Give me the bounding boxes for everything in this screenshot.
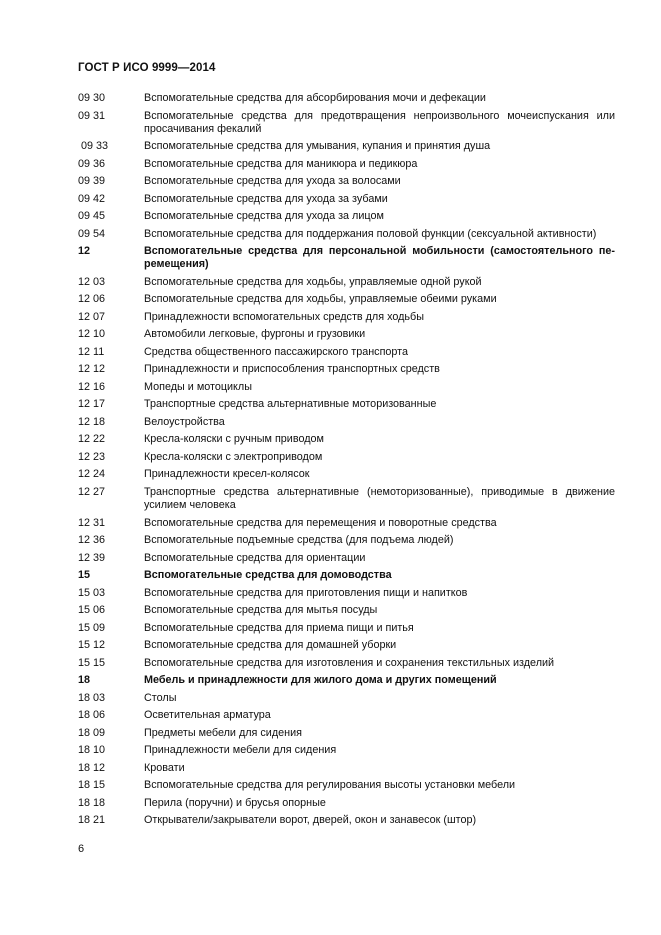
item-code: 18 09 [78,726,106,739]
item-code: 18 [78,674,91,687]
item-code: 12 07 [78,310,106,323]
item-code: 12 12 [78,363,106,376]
item-description: Вспомогательные средства для умывания, купания и принятия душа [144,140,491,153]
list-item [78,814,615,832]
item-code: 12 03 [78,275,106,288]
item-description: Транспортные средства альтернативные (немоторизованные), приводимые в движение усилием человека [144,485,615,512]
item-code: 18 21 [78,814,106,827]
item-description: Вспомогательные средства для маникюра и педикюра [144,157,418,170]
list-item [78,311,615,329]
list-item [78,346,615,364]
list-item [78,727,615,745]
item-description: Кресла-коляски с электроприводом [144,450,323,463]
item-description: Вспомогательные средства для приема пищи и питья [144,621,414,634]
section-heading-row [78,245,615,276]
list-item [78,276,615,294]
item-description: Вспомогательные средства для поддержания половой функции (сексуальной активности) [144,227,597,240]
item-code: 12 11 [78,345,105,358]
list-item [78,639,615,657]
list-item [78,762,615,780]
item-code: 18 18 [78,796,106,809]
item-code: 18 10 [78,744,106,757]
item-code: 12 [78,245,91,258]
item-description: Вспомогательные средства для изготовления и сохранения текстильных изделий [144,656,555,669]
list-item [78,381,615,399]
list-item [78,228,615,246]
item-description: Кровати [144,761,185,774]
item-description: Вспомогательные средства для мытья посуды [144,604,378,617]
item-description: Открыватели/закрыватели ворот, дверей, окон и занавесок (штор) [144,814,477,827]
section-heading-row [78,569,615,587]
page-number: 6 [78,843,85,855]
list-item [78,468,615,486]
list-item [78,398,615,416]
item-code: 12 10 [78,328,106,341]
item-description: Осветительная арматура [144,709,271,722]
list-item [78,110,615,141]
item-code: 15 12 [78,639,106,652]
list-item [78,797,615,815]
item-code: 09 31 [78,109,106,122]
item-description: Транспортные средства альтернативные моторизованные [144,398,437,411]
item-code: 12 39 [78,551,106,564]
item-code: 18 15 [78,779,106,792]
item-description: Вспомогательные средства для приготовления пищи и напитков [144,586,468,599]
item-code: 09 36 [78,157,106,170]
list-item [78,328,615,346]
list-item [78,433,615,451]
item-description: Вспомогательные подъемные средства (для подъема людей) [144,534,454,547]
item-code: 15 09 [78,621,106,634]
item-code: 12 17 [78,398,106,411]
list-item [78,158,615,176]
item-description: Вспомогательные средства для ухода за волосами [144,175,401,188]
list-item [78,622,615,640]
item-code: 12 23 [78,450,106,463]
list-item [78,587,615,605]
item-code: 09 54 [78,227,106,240]
item-code: 12 36 [78,534,106,547]
item-code: 18 12 [78,761,106,774]
list-item [78,451,615,469]
list-item [78,534,615,552]
item-description: Вспомогательные средства для домоводства [144,569,392,582]
item-code: 12 16 [78,380,106,393]
list-item [78,363,615,381]
item-code: 18 03 [78,691,106,704]
item-code: 15 15 [78,656,106,669]
item-description: Велоустройства [144,415,225,428]
list-item [78,140,615,158]
item-description: Мопеды и мотоциклы [144,380,252,393]
classification-list [78,92,615,832]
item-code: 12 18 [78,415,106,428]
list-item [78,692,615,710]
item-code: 18 06 [78,709,106,722]
item-description: Перила (поручни) и брусья опорные [144,796,326,809]
list-item [78,744,615,762]
item-code: 15 03 [78,586,106,599]
item-code: 09 42 [78,192,106,205]
item-description: Кресла-коляски с ручным приводом [144,433,324,446]
item-code: 12 27 [78,485,106,498]
list-item [78,416,615,434]
item-description: Вспомогательные средства для абсорбирования мочи и дефекации [144,92,486,104]
item-code: 09 39 [78,175,106,188]
section-heading-row [78,674,615,692]
item-description: Принадлежности вспомогательных средств для ходьбы [144,310,424,323]
item-description: Вспомогательные средства для ходьбы, управляемые обеими руками [144,293,497,306]
item-description: Столы [144,691,177,704]
list-item [78,193,615,211]
item-code: 15 [78,569,91,582]
item-code: 12 22 [78,433,106,446]
document-header: ГОСТ Р ИСО 9999—2014 [78,62,216,74]
item-description: Вспомогательные средства для домашней уборки [144,639,397,652]
item-description: Принадлежности и приспособления транспортных средств [144,363,440,376]
item-description: Вспомогательные средства для персональной мобильности (самостоятельного пе-ремещения) [144,245,615,271]
list-item [78,517,615,535]
list-item [78,709,615,727]
item-code: 09 45 [78,210,106,223]
item-code: 12 24 [78,468,106,481]
item-code: 12 06 [78,293,106,306]
item-description: Вспомогательные средства для ориентации [144,551,366,564]
item-description: Вспомогательные средства для перемещения и поворотные средства [144,516,497,529]
list-item [78,657,615,675]
item-description: Вспомогательные средства для ухода за лицом [144,210,384,223]
list-item [78,552,615,570]
list-item [78,604,615,622]
item-code: 15 06 [78,604,106,617]
item-description: Средства общественного пассажирского транспорта [144,345,409,358]
item-code: 09 33 [78,140,109,153]
item-description: Принадлежности кресел-колясок [144,468,310,481]
list-item [78,779,615,797]
item-description: Вспомогательные средства для предотвращения непроизвольного мочеиспускания или просачивания фекалий [144,109,615,135]
list-item [78,293,615,311]
item-description: Вспомогательные средства для ходьбы, управляемые одной рукой [144,275,482,288]
item-description: Мебель и принадлежности для жилого дома и других помещений [144,674,497,687]
list-item [78,92,615,110]
list-item [78,486,615,517]
item-code: 12 31 [78,516,106,529]
list-item [78,210,615,228]
item-description: Вспомогательные средства для ухода за зубами [144,192,388,205]
item-description: Предметы мебели для сидения [144,726,302,739]
item-code: 09 30 [78,92,106,104]
list-item [78,175,615,193]
item-description: Автомобили легковые, фургоны и грузовики [144,328,366,341]
item-description: Вспомогательные средства для регулирования высоты установки мебели [144,779,516,792]
item-description: Принадлежности мебели для сидения [144,744,337,757]
